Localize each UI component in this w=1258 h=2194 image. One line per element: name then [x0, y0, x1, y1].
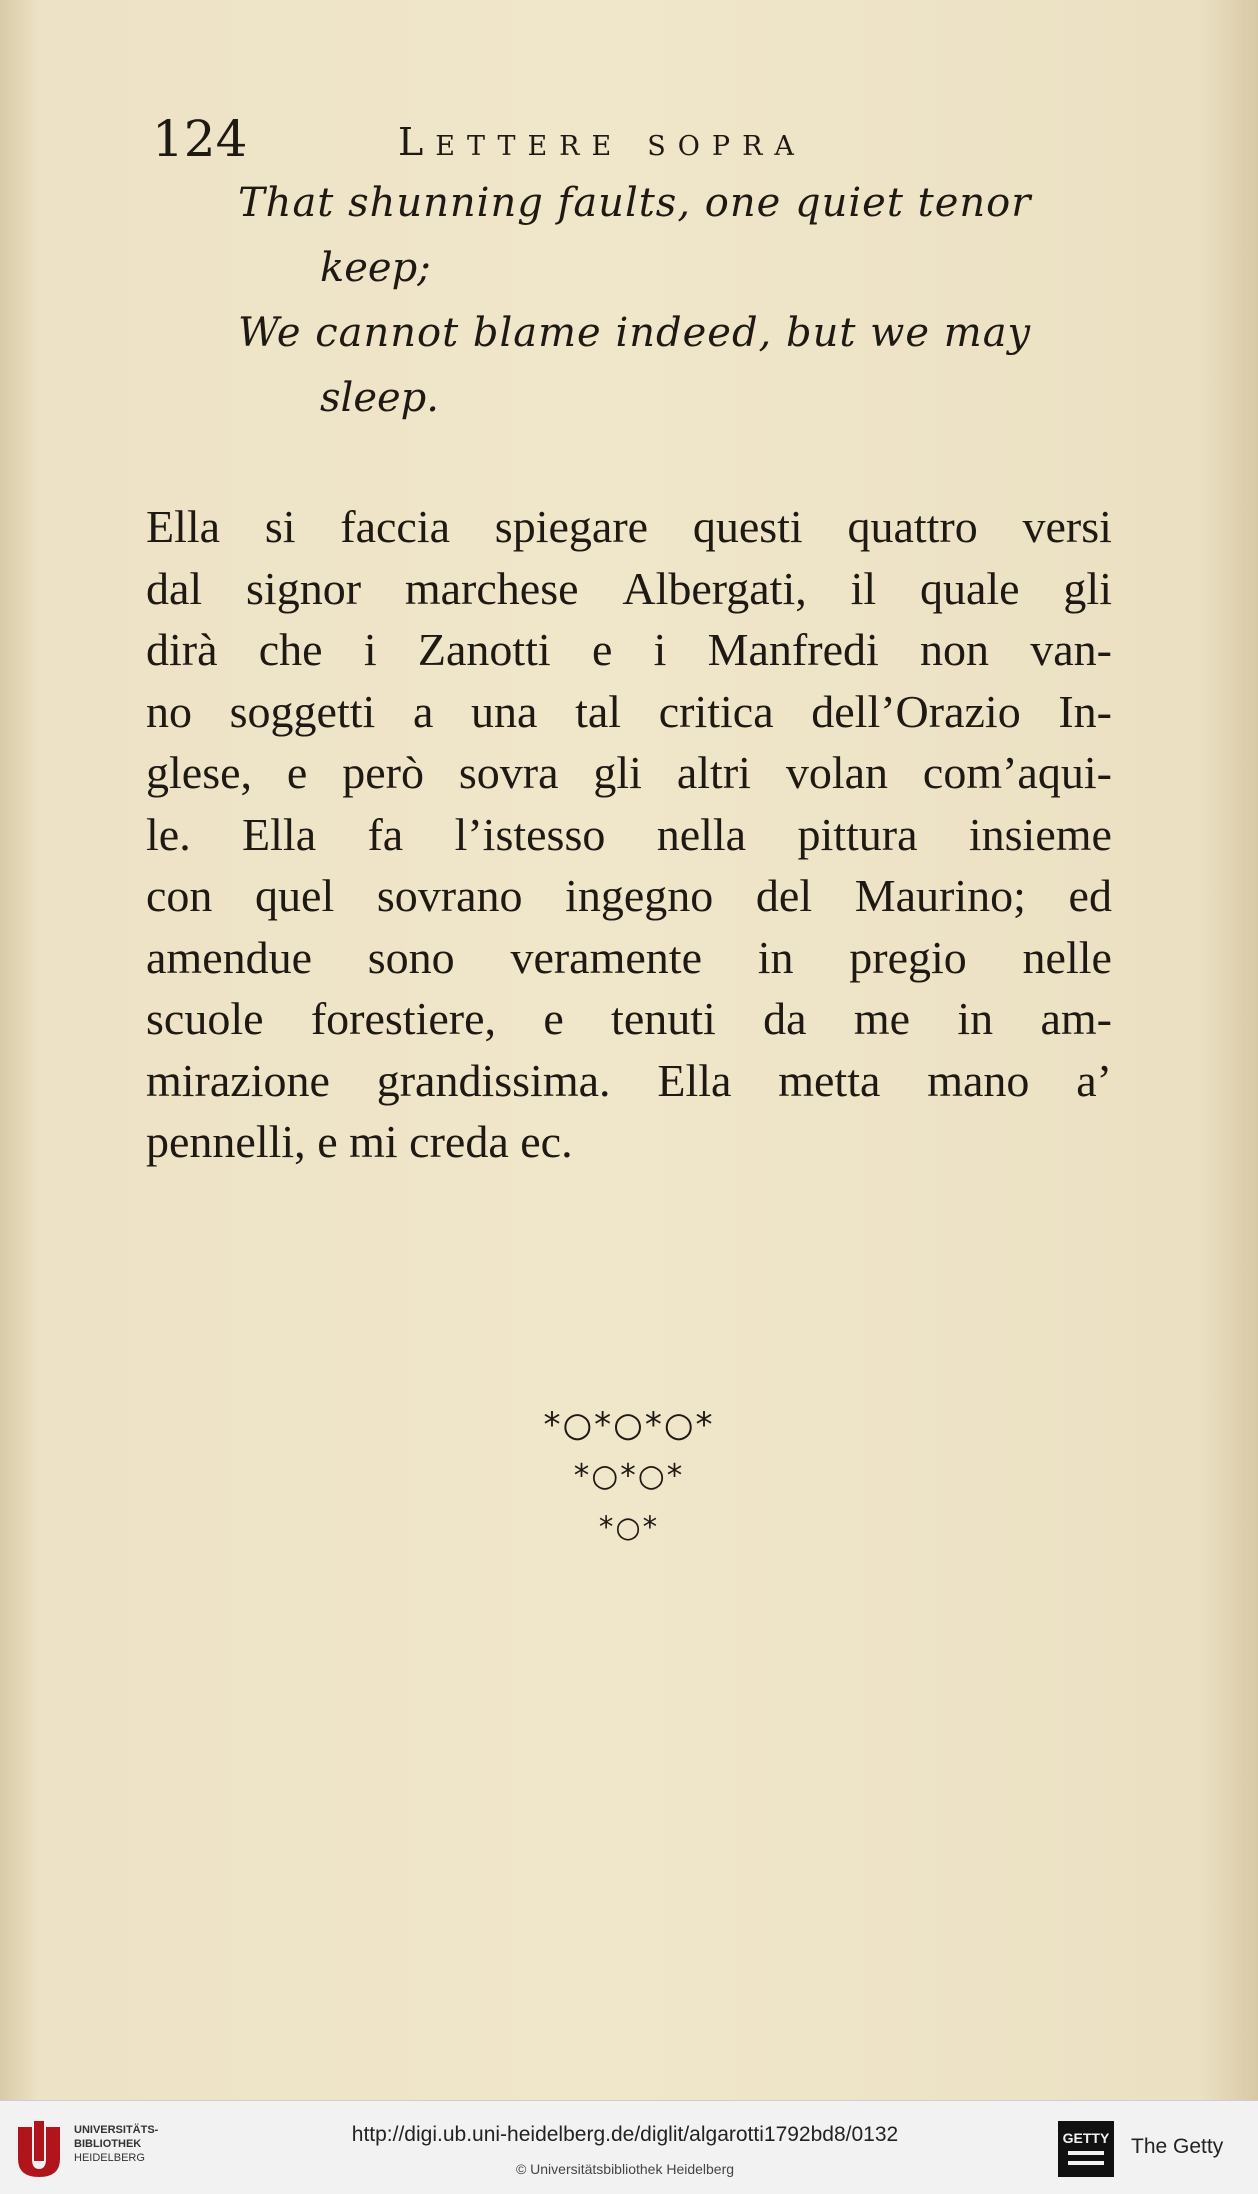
prose-word: il — [850, 562, 877, 614]
prose-word: pennelli, — [146, 1116, 318, 1167]
prose-word: quattro — [847, 501, 978, 552]
prose-word: mirazione — [146, 1054, 330, 1106]
ornament-row-2: *○*○* — [573, 1458, 685, 1494]
prose-word: dirà — [146, 624, 218, 675]
prose-word: sono — [367, 931, 455, 983]
verse-line-3: We cannot blame indeed, but we may — [238, 310, 1032, 356]
prose-word: quel — [255, 870, 335, 921]
prose-word: una — [471, 685, 538, 737]
prose-word: creda — [409, 1116, 521, 1167]
verse-line-1: That shunning faults, one quiet tenor — [238, 180, 1032, 226]
prose-word: a — [412, 685, 434, 737]
prose-word: i — [653, 624, 667, 675]
prose-word: mano — [927, 1054, 1030, 1106]
prose-word: metta — [778, 1054, 881, 1106]
prose-word: a’ — [1076, 1054, 1112, 1106]
prose-line — [146, 742, 1112, 804]
verse-line-2: keep; — [320, 245, 431, 291]
ornament-row-3: *○* — [598, 1510, 660, 1544]
prose-word: nelle — [1022, 931, 1112, 983]
prose-word: le. — [146, 808, 191, 860]
prose-paragraph — [146, 496, 1112, 1173]
prose-word: scuole — [146, 993, 264, 1044]
page-number: 124 — [152, 110, 248, 168]
prose-word: Ella — [242, 808, 317, 860]
prose-word: i — [363, 624, 377, 675]
footer-bar — [0, 2100, 1258, 2194]
prose-word: ed — [1068, 870, 1112, 921]
prose-word: glese, — [146, 747, 253, 798]
prose-line — [146, 681, 1112, 743]
prose-word: quale — [919, 562, 1020, 614]
prose-word: sovrano — [376, 870, 523, 921]
prose-word: faccia — [340, 501, 451, 552]
svg-text:GETTY: GETTY — [1062, 2130, 1110, 2146]
prose-line — [146, 558, 1112, 620]
prose-line — [146, 619, 1112, 681]
prose-word: am- — [1040, 993, 1112, 1044]
prose-word: Ella — [657, 1054, 732, 1106]
prose-word: da — [763, 993, 807, 1044]
prose-word: in — [957, 993, 994, 1044]
prose-word: van- — [1030, 624, 1112, 675]
prose-word: Maurino; — [854, 870, 1026, 921]
prose-word: però — [342, 747, 424, 798]
verse-line-4: sleep. — [320, 375, 439, 421]
prose-word: versi — [1022, 501, 1112, 552]
prose-word: gli — [593, 747, 642, 798]
prose-word: Albergati, — [622, 562, 807, 614]
partner-name: The Getty — [1131, 2135, 1224, 2158]
prose-word: me — [853, 993, 911, 1044]
prose-word: In- — [1058, 685, 1112, 737]
library-name: UNIVERSITÄTS- BIBLIOTHEK HEIDELBERG — [74, 2124, 159, 2164]
prose-word: con — [146, 870, 213, 921]
prose-word: critica — [658, 685, 774, 737]
prose-word: fa — [367, 808, 404, 860]
prose-word: gli — [1063, 562, 1112, 614]
prose-word: signor — [246, 562, 362, 614]
prose-line — [146, 496, 1112, 558]
prose-word: che — [258, 624, 323, 675]
prose-word: spiegare — [494, 501, 649, 552]
prose-word: tenuti — [611, 993, 716, 1044]
prose-word: Zanotti — [417, 624, 551, 675]
prose-word: questi — [692, 501, 803, 552]
prose-word: in — [757, 931, 794, 983]
prose-word: soggetti — [229, 685, 376, 737]
prose-word: no — [146, 685, 192, 737]
prose-word: altri — [676, 747, 751, 798]
prose-word: del — [755, 870, 813, 921]
prose-word: tal — [575, 685, 622, 737]
prose-word: volan — [785, 747, 889, 798]
ornament-row-1: *○*○*○* — [543, 1405, 715, 1445]
prose-word: ingegno — [565, 870, 714, 921]
prose-word: si — [264, 501, 296, 552]
permalink-url[interactable]: http://digi.ub.uni-heidelberg.de/diglit/algarotti1792bd8/0132 — [351, 2123, 899, 2146]
prose-line — [146, 865, 1112, 927]
prose-word: e — [543, 993, 564, 1044]
prose-word: e — [591, 624, 613, 675]
prose-line — [146, 1111, 1112, 1173]
prose-word: mi — [349, 1116, 410, 1167]
prose-word: pittura — [797, 808, 918, 860]
prose-word: insieme — [968, 808, 1112, 860]
prose-word: e — [286, 747, 308, 798]
prose-word: ec. — [520, 1116, 573, 1167]
prose-word: nella — [656, 808, 747, 860]
prose-line — [146, 927, 1112, 989]
prose-line — [146, 988, 1112, 1050]
prose-word: forestiere, — [310, 993, 496, 1044]
prose-word: e — [317, 1116, 350, 1167]
prose-word: Ella — [146, 501, 221, 552]
prose-line — [146, 1050, 1112, 1112]
prose-word: dal — [146, 562, 203, 614]
prose-word: Manfredi — [707, 624, 879, 675]
prose-word: dell’Orazio — [811, 685, 1021, 737]
getty-logo-icon — [1058, 2121, 1114, 2177]
prose-line — [146, 804, 1112, 866]
prose-word: marchese — [404, 562, 579, 614]
prose-word: l’istesso — [454, 808, 606, 860]
university-library-logo-icon — [12, 2119, 66, 2177]
prose-word: pregio — [849, 931, 967, 983]
prose-word: non — [920, 624, 989, 675]
prose-word: grandissima. — [376, 1054, 611, 1106]
prose-word: com’aqui- — [922, 747, 1112, 798]
prose-word: sovra — [458, 747, 559, 798]
copyright-notice: © Universitätsbibliothek Heidelberg — [515, 2161, 735, 2177]
prose-word: amendue — [146, 931, 313, 983]
prose-word: veramente — [510, 931, 702, 983]
running-title: Lettere sopra — [398, 120, 806, 164]
